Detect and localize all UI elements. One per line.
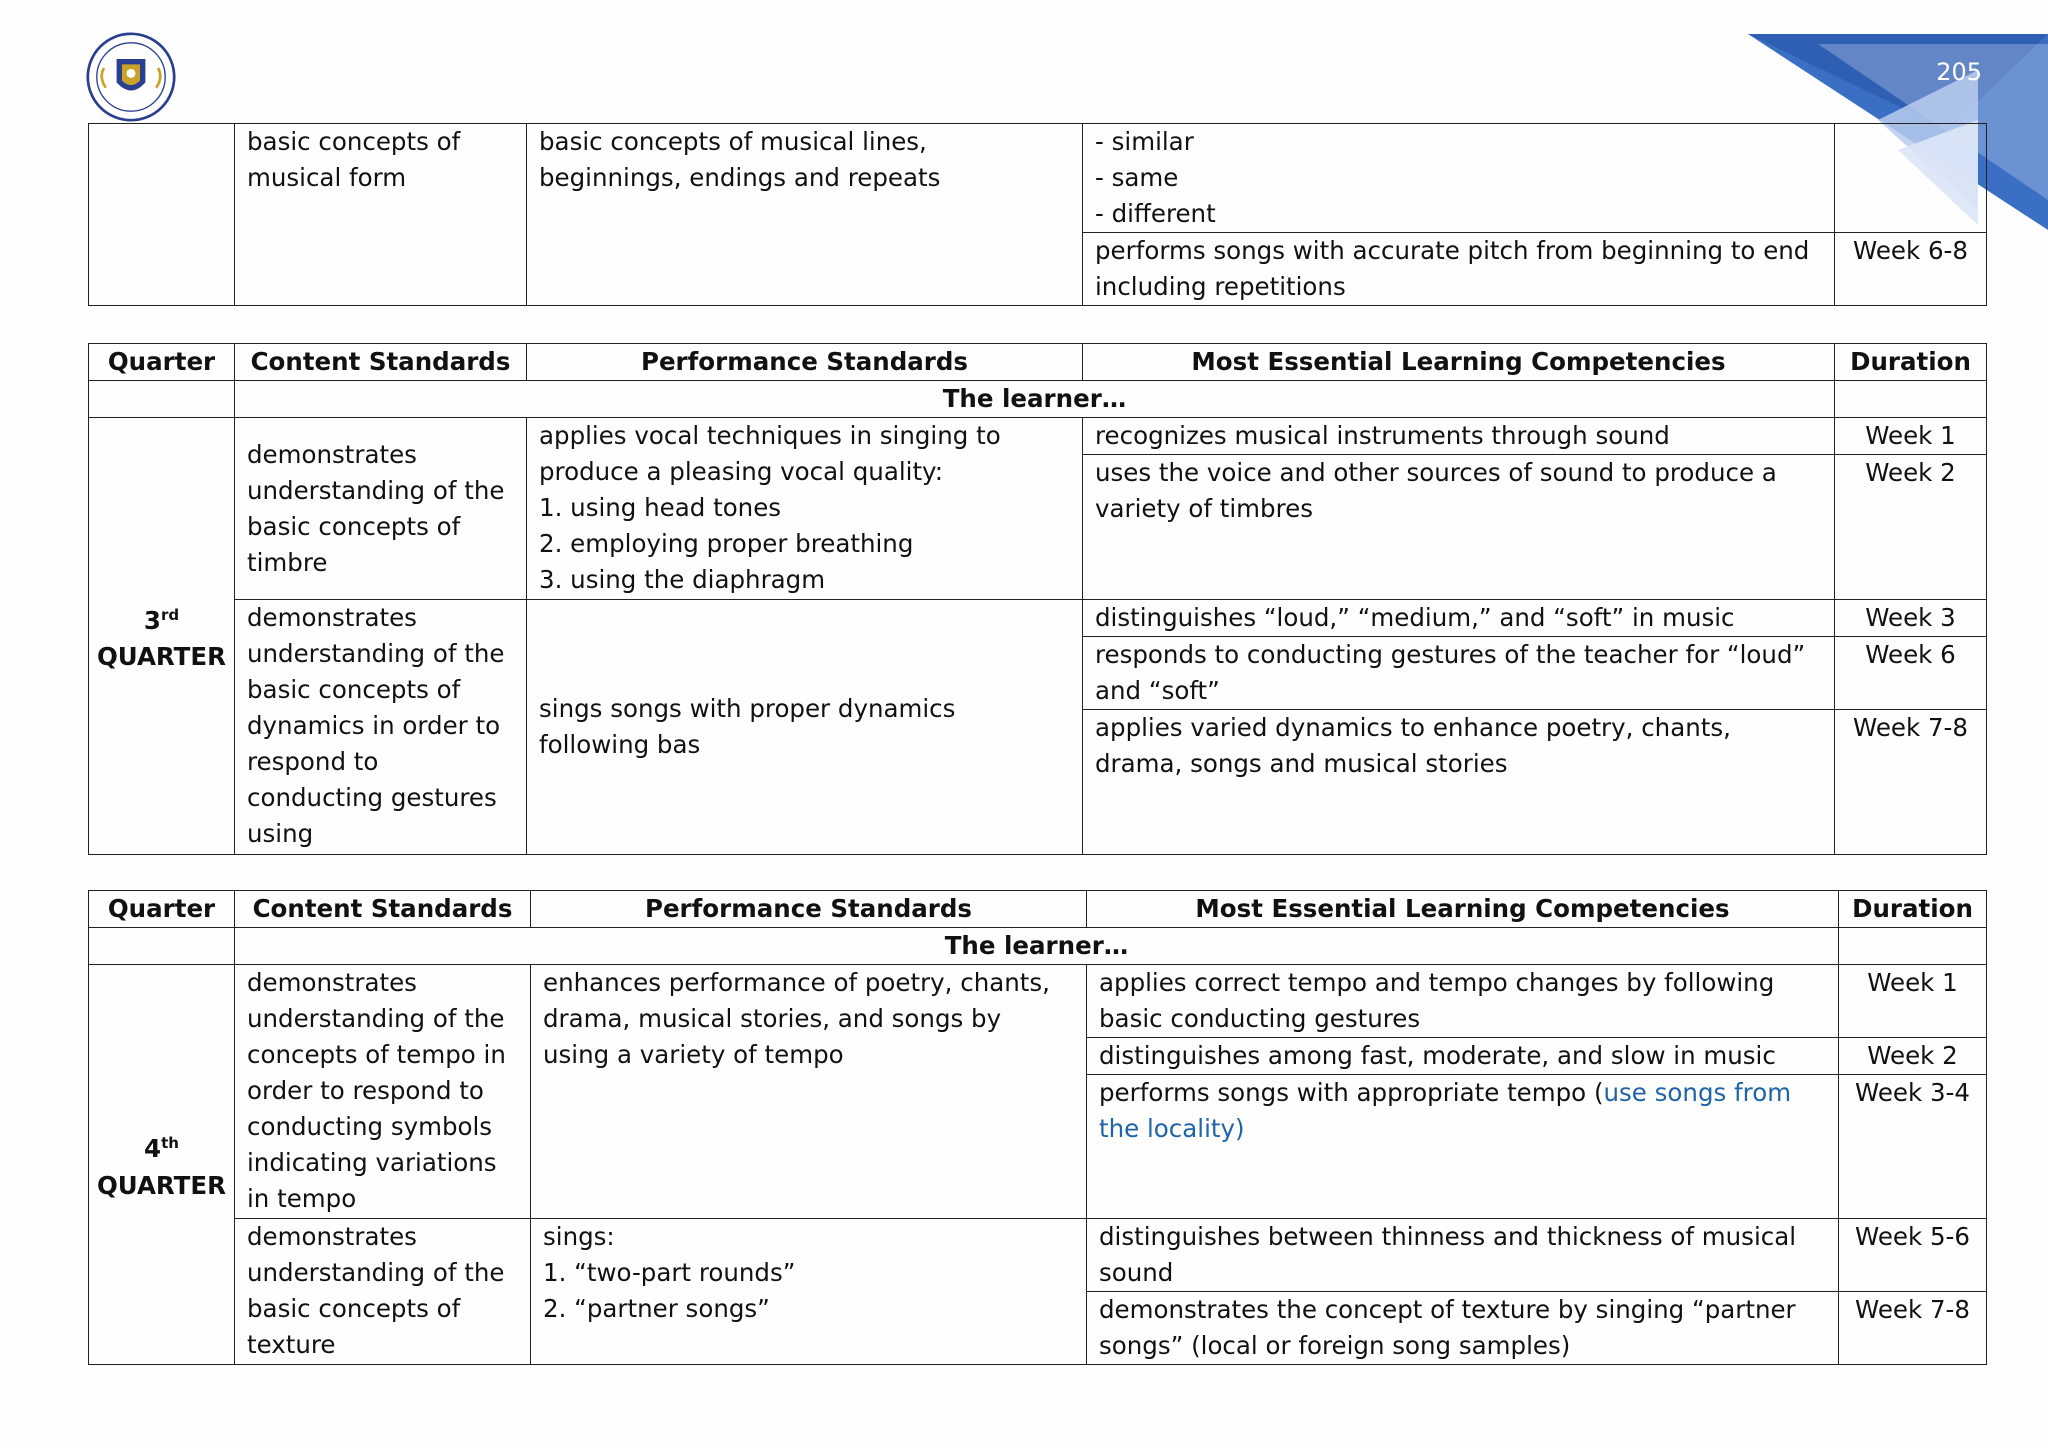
locality-note: use songs from the locality) xyxy=(1099,1078,1792,1143)
header-duration: Duration xyxy=(1835,344,1987,381)
performance-standard xyxy=(527,418,1083,600)
competency-list-item: - similar xyxy=(1095,127,1194,156)
duration: Week 1 xyxy=(1839,965,1987,1038)
header-row xyxy=(89,344,1987,381)
duration: Week 3-4 xyxy=(1839,1075,1987,1219)
performance-line: 2. “partner songs” xyxy=(543,1294,770,1323)
continuation-table xyxy=(88,123,1987,306)
competency: applies varied dynamics to enhance poetry, chants, drama, songs and musical stories xyxy=(1083,710,1835,855)
competency: recognizes musical instruments through sound xyxy=(1083,418,1835,455)
duration: Week 5-6 xyxy=(1839,1219,1987,1292)
duration: Week 3 xyxy=(1835,600,1987,637)
duration: Week 2 xyxy=(1839,1038,1987,1075)
performance-standard: enhances performance of poetry, chants, drama, musical stories, and songs by using a variety of tempo xyxy=(531,965,1087,1219)
competency: applies correct tempo and tempo changes by following basic conducting gestures xyxy=(1087,965,1839,1038)
learner-row: The learner… xyxy=(235,928,1839,965)
quarter-number: 4 xyxy=(144,1134,162,1164)
duration: Week 2 xyxy=(1835,455,1987,600)
header-row xyxy=(89,891,1987,928)
quarter-label xyxy=(89,965,235,1365)
performance-standard xyxy=(531,1219,1087,1365)
quarter-number: 3 xyxy=(143,606,161,636)
competency-text: performs songs with appropriate tempo ( xyxy=(1099,1078,1604,1107)
duration: Week 7-8 xyxy=(1839,1292,1987,1365)
header-quarter: Quarter xyxy=(89,891,235,928)
fourth-quarter-table xyxy=(88,890,1987,1365)
quarter-suffix: rd xyxy=(160,605,180,624)
empty-cell xyxy=(1835,381,1987,418)
header-duration: Duration xyxy=(1839,891,1987,928)
empty-cell xyxy=(89,381,235,418)
learner-row: The learner… xyxy=(235,381,1835,418)
duration: Week 6 xyxy=(1835,637,1987,710)
header-performance-standards: Performance Standards xyxy=(527,344,1083,381)
header-quarter: Quarter xyxy=(89,344,235,381)
competency-list-item: - same xyxy=(1095,163,1179,192)
header-competencies: Most Essential Learning Competencies xyxy=(1087,891,1839,928)
performance-line: sings: xyxy=(543,1222,615,1251)
duration-empty xyxy=(1835,124,1987,233)
performance-standard: sings songs with proper dynamics following bas xyxy=(527,600,1083,855)
competency-list xyxy=(1083,124,1835,233)
performance-line: 2. employing proper breathing xyxy=(539,529,914,558)
competency: responds to conducting gestures of the teacher for “loud” and “soft” xyxy=(1083,637,1835,710)
content-standard: demonstrates understanding of the basic concepts of texture xyxy=(235,1219,531,1365)
empty-cell xyxy=(1839,928,1987,965)
performance-line: 3. using the diaphragm xyxy=(539,565,826,594)
header-performance-standards: Performance Standards xyxy=(531,891,1087,928)
quarter-word: QUARTER xyxy=(96,1170,226,1200)
header-competencies: Most Essential Learning Competencies xyxy=(1083,344,1835,381)
competency: distinguishes between thinness and thickness of musical sound xyxy=(1087,1219,1839,1292)
page-number: 205 xyxy=(1936,58,1982,86)
duration: Week 6-8 xyxy=(1835,233,1987,306)
competency: distinguishes among fast, moderate, and slow in music xyxy=(1087,1038,1839,1075)
quarter-suffix: th xyxy=(161,1134,179,1153)
quarter-cell-empty xyxy=(89,124,235,306)
quarter-word: QUARTER xyxy=(96,642,226,672)
competency: performs songs with accurate pitch from beginning to end including repetitions xyxy=(1083,233,1835,306)
performance-line: applies vocal techniques in singing to produce a pleasing vocal quality: xyxy=(539,421,1001,486)
content-standard: demonstrates understanding of the basic concepts of dynamics in order to respond to conducting gestures using xyxy=(235,600,527,855)
third-quarter-table xyxy=(88,343,1987,855)
competency-list-item: - different xyxy=(1095,199,1216,228)
duration: Week 1 xyxy=(1835,418,1987,455)
content-standard: demonstrates understanding of the concepts of tempo in order to respond to conducting symbols indicating variations in tempo xyxy=(235,965,531,1219)
header-content-standards: Content Standards xyxy=(235,891,531,928)
competency: demonstrates the concept of texture by singing “partner songs” (local or foreign song samples) xyxy=(1087,1292,1839,1365)
performance-standard: basic concepts of musical lines, beginnings, endings and repeats xyxy=(527,124,1083,306)
competency: distinguishes “loud,” “medium,” and “soft” in music xyxy=(1083,600,1835,637)
header-content-standards: Content Standards xyxy=(235,344,527,381)
competency xyxy=(1087,1075,1839,1219)
empty-cell xyxy=(89,928,235,965)
quarter-label xyxy=(89,418,235,855)
duration: Week 7-8 xyxy=(1835,710,1987,855)
performance-line: 1. “two-part rounds” xyxy=(543,1258,796,1287)
competency: uses the voice and other sources of sound to produce a variety of timbres xyxy=(1083,455,1835,600)
deped-seal-logo xyxy=(86,32,176,122)
content-standard: basic concepts of musical form xyxy=(235,124,527,306)
content-standard: demonstrates understanding of the basic concepts of timbre xyxy=(235,418,527,600)
performance-line: 1. using head tones xyxy=(539,493,782,522)
